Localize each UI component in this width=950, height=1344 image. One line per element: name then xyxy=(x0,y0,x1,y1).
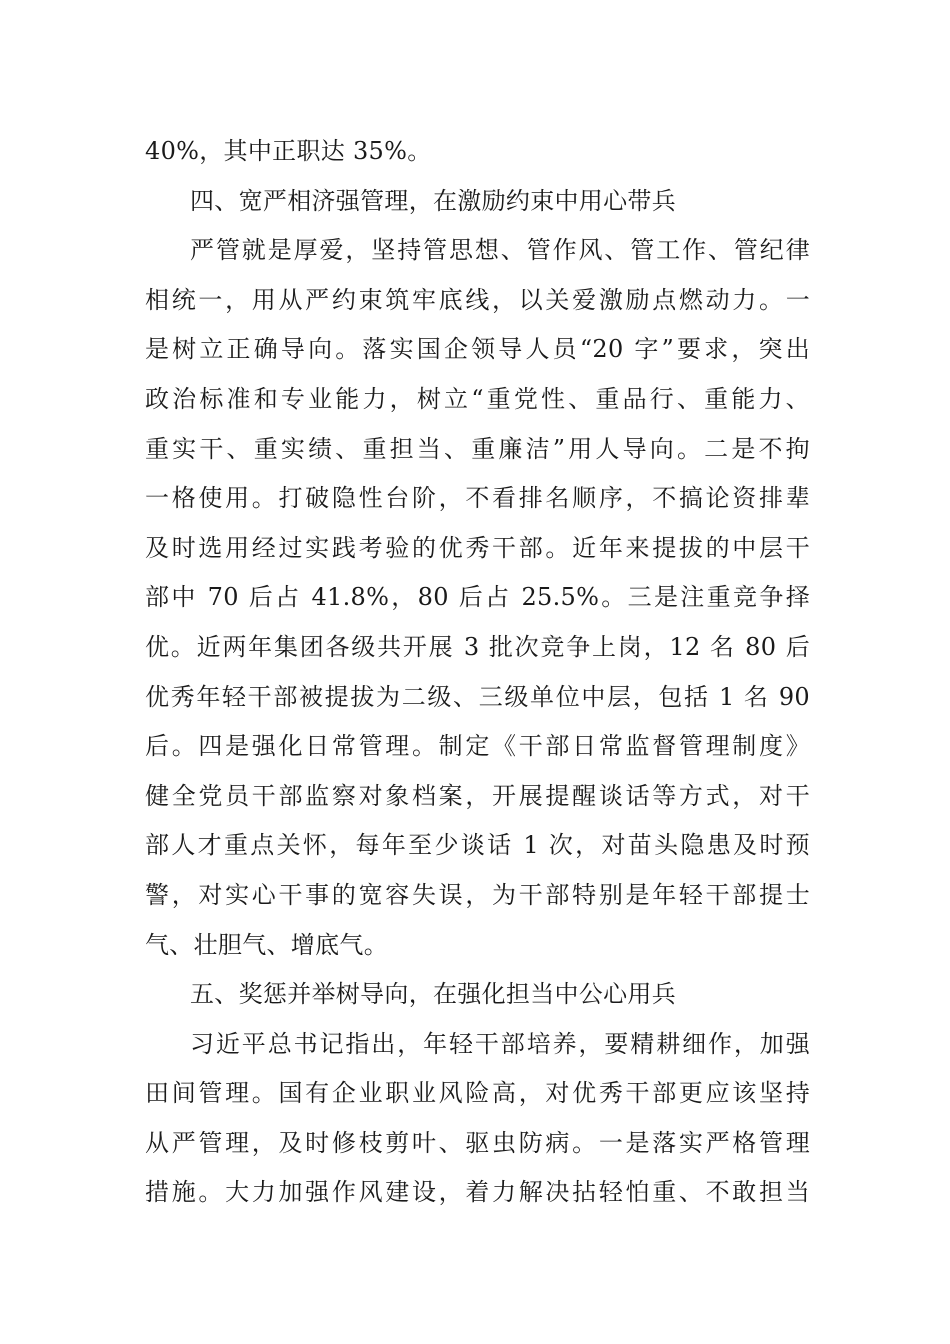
text-line: 是树立正确导向。落实国企领导人员“20 字”要求，突出 xyxy=(145,335,810,364)
section-heading-five: 五、奖惩并举树导向，在强化担当中公心用兵 xyxy=(190,980,676,1009)
text-line: 田间管理。国有企业职业风险高，对优秀干部更应该坚持 xyxy=(145,1079,810,1108)
text-line: 警，对实心干事的宽容失误，为干部特别是年轻干部提士 xyxy=(145,880,810,909)
text-line: 政治标准和专业能力，树立“重党性、重品行、重能力、 xyxy=(145,384,810,413)
text-line: 相统一，用从严约束筑牢底线，以关爱激励点燃动力。一 xyxy=(145,285,810,314)
text-line: 后。四是强化日常管理。制定《干部日常监督管理制度》 xyxy=(145,732,810,761)
text-line: 及时选用经过实践考验的优秀干部。近年来提拔的中层干 xyxy=(145,533,810,562)
section-heading-four: 四、宽严相济强管理，在激励约束中用心带兵 xyxy=(190,186,676,215)
text-line: 40%，其中正职达 35%。 xyxy=(145,137,432,165)
text-line: 重实干、重实绩、重担当、重廉洁”用人导向。二是不拘 xyxy=(145,434,810,463)
text-line: 严管就是厚爱，坚持管思想、管作风、管工作、管纪律 xyxy=(190,236,810,265)
text-line: 气、壮胆气、增底气。 xyxy=(145,930,388,959)
text-line: 优秀年轻干部被提拔为二级、三级单位中层，包括 1 名 90 xyxy=(145,682,810,711)
text-line: 部中 70 后占 41.8%，80 后占 25.5%。三是注重竞争择 xyxy=(145,583,810,612)
text-line: 优。近两年集团各级共开展 3 批次竞争上岗，12 名 80 后 xyxy=(145,632,810,661)
document-body xyxy=(145,127,810,1218)
text-line: 措施。大力加强作风建设，着力解决拈轻怕重、不敢担当 xyxy=(145,1178,810,1207)
text-line: 部人才重点关怀，每年至少谈话 1 次，对苗头隐患及时预 xyxy=(145,831,810,860)
text-line: 习近平总书记指出，年轻干部培养，要精耕细作，加强 xyxy=(190,1029,810,1058)
text-line: 一格使用。打破隐性台阶，不看排名顺序，不搞论资排辈 xyxy=(145,484,810,513)
text-line: 健全党员干部监察对象档案，开展提醒谈话等方式，对干 xyxy=(145,781,810,810)
text-line: 从严管理，及时修枝剪叶、驱虫防病。一是落实严格管理 xyxy=(145,1128,810,1157)
